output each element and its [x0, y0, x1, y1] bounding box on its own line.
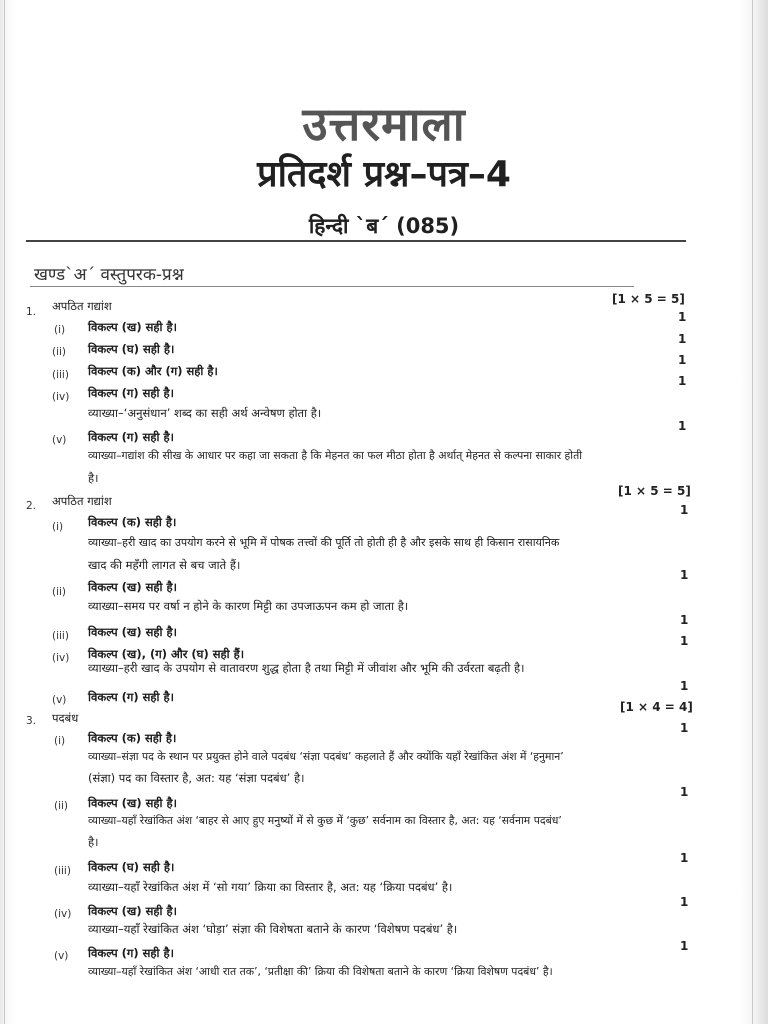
item-mark: 1	[678, 353, 687, 367]
answer-text: विकल्प (ग) सही है।	[88, 690, 174, 704]
question-heading: अपठित गद्यांश	[52, 494, 112, 508]
question-marks: [1 × 5 = 5]	[612, 292, 685, 306]
explanation-text: व्याख्या–हरी खाद के उपयोग से वातावरण शुद्ध होता है तथा मिट्टी में जीवांश और भूमि की उर्वरता बढ़ती है।	[88, 661, 525, 675]
paper-subtitle: प्रतिदर्श प्रश्न–पत्र–4	[257, 154, 511, 195]
item-label: (v)	[54, 950, 69, 962]
subject-code: हिन्दी `ब´ (085)	[308, 214, 460, 238]
item-label: (ii)	[54, 800, 69, 812]
item-label: (ii)	[52, 346, 67, 358]
item-mark: 1	[680, 851, 689, 865]
answer-text: विकल्प (घ) सही है।	[88, 860, 175, 874]
answer-text: विकल्प (ख) सही है।	[88, 580, 177, 594]
item-mark: 1	[680, 939, 689, 953]
question-heading: अपठित गद्यांश	[52, 299, 112, 313]
question-number: 1.	[26, 306, 37, 318]
question-marks: [1 × 5 = 5]	[618, 484, 691, 498]
answer-text: विकल्प (क) सही है।	[88, 731, 177, 745]
explanation-text: व्याख्या–समय पर वर्षा न होने के कारण मिट्टी का उपजाऊपन कम हो जाता है।	[88, 599, 409, 613]
answer-text: विकल्प (ख), (ग) और (घ) सही हैं।	[88, 647, 245, 661]
item-mark: 1	[680, 613, 689, 627]
item-label: (i)	[54, 324, 66, 336]
item-mark: 1	[678, 374, 687, 388]
item-label: (iii)	[52, 630, 69, 642]
question-number: 2.	[26, 500, 37, 512]
item-label: (iv)	[54, 908, 72, 920]
answer-text: विकल्प (ग) सही है।	[88, 386, 174, 400]
explanation-text: व्याख्या–संज्ञा पद के स्थान पर प्रयुक्त होने वाले पदबंध ‘संज्ञा पदबंध’ कहलाते हैं और क्योंकि यहाँ रेखांकित अंश में ‘हनुमान’	[88, 750, 564, 763]
answer-text: विकल्प (घ) सही है।	[88, 342, 175, 356]
item-mark: 1	[680, 568, 689, 582]
explanation-text: व्याख्या–‘अनुसंधान’ शब्द का सही अर्थ अन्वेषण होता है।	[88, 406, 322, 420]
item-label: (v)	[52, 434, 67, 446]
explanation-text: व्याख्या–यहाँ रेखांकित अंश ‘घोड़ा’ संज्ञा की विशेषता बताने के कारण ‘विशेषण पदबंध’ है।	[88, 922, 458, 936]
item-label: (iii)	[54, 865, 71, 877]
item-mark: 1	[678, 310, 687, 324]
item-mark: 1	[680, 785, 689, 799]
section-rule	[30, 286, 634, 287]
answer-text: विकल्प (ग) सही है।	[88, 946, 174, 960]
item-label: (i)	[54, 735, 66, 747]
item-mark: 1	[680, 721, 689, 735]
answer-text: विकल्प (क) सही है।	[88, 515, 177, 529]
question-marks: [1 × 4 = 4]	[620, 700, 693, 714]
question-number: 3.	[26, 715, 37, 727]
explanation-text: व्याख्या–गद्यांश की सीख के आधार पर कहा जा सकता है कि मेहनत का फल मीठा होता है अर्थात् मेहनत से कल्पना साकार होती	[88, 449, 583, 462]
item-mark: 1	[678, 332, 687, 346]
header-rule	[26, 240, 686, 242]
item-label: (iv)	[52, 652, 70, 664]
item-mark: 1	[678, 419, 687, 433]
explanation-text-cont: खाद की महँगी लागत से बच जाते हैं।	[88, 558, 241, 572]
item-mark: 1	[680, 895, 689, 909]
question-heading: पदबंध	[52, 711, 79, 725]
item-mark: 1	[680, 503, 689, 517]
explanation-text: व्याख्या–यहाँ रेखांकित अंश ‘आधी रात तक’, ‘प्रतीक्षा की’ क्रिया की विशेषता बताने के कारण ‘क्रिया विशेषण पदबंध’ है।	[88, 965, 553, 978]
item-label: (iv)	[52, 391, 70, 403]
section-heading: खण्ड`अ´ वस्तुपरक-प्रश्न	[34, 265, 184, 285]
explanation-text-cont: है।	[88, 471, 99, 485]
explanation-text: व्याख्या–हरी खाद का उपयोग करने से भूमि में पोषक तत्त्वों की पूर्ति तो होती ही है और इसके साथ ही किसान रासायनिक	[88, 536, 560, 549]
answer-text: विकल्प (ग) सही है।	[88, 430, 174, 444]
answer-text: विकल्प (ख) सही है।	[88, 796, 177, 810]
explanation-text: व्याख्या–यहाँ रेखांकित अंश ‘बाहर से आए हुए मनुष्यों में से कुछ में ‘कुछ’ सर्वनाम का विस्तार है, अत: यह ‘सर्वनाम पदबंध’	[88, 814, 562, 827]
item-label: (iii)	[52, 369, 69, 381]
item-mark: 1	[680, 634, 689, 648]
item-label: (v)	[52, 694, 67, 706]
item-mark: 1	[680, 679, 689, 693]
answer-text: विकल्प (ख) सही है।	[88, 625, 177, 639]
item-label: (ii)	[52, 586, 67, 598]
answer-text: विकल्प (क) और (ग) सही है।	[88, 364, 218, 378]
answer-text: विकल्प (ख) सही है।	[88, 320, 177, 334]
explanation-text: व्याख्या–यहाँ रेखांकित अंश में ‘सो गया’ क्रिया का विस्तार है, अत: यह ‘क्रिया पदबंध’ है।	[88, 880, 453, 894]
item-label: (i)	[52, 521, 64, 533]
page-title: उत्तरमाला	[302, 97, 466, 151]
explanation-text-cont: है।	[88, 835, 99, 849]
answer-text: विकल्प (ख) सही है।	[88, 904, 177, 918]
explanation-text-cont: (संज्ञा) पद का विस्तार है, अत: यह ‘संज्ञा पदबंध’ है।	[88, 771, 305, 785]
